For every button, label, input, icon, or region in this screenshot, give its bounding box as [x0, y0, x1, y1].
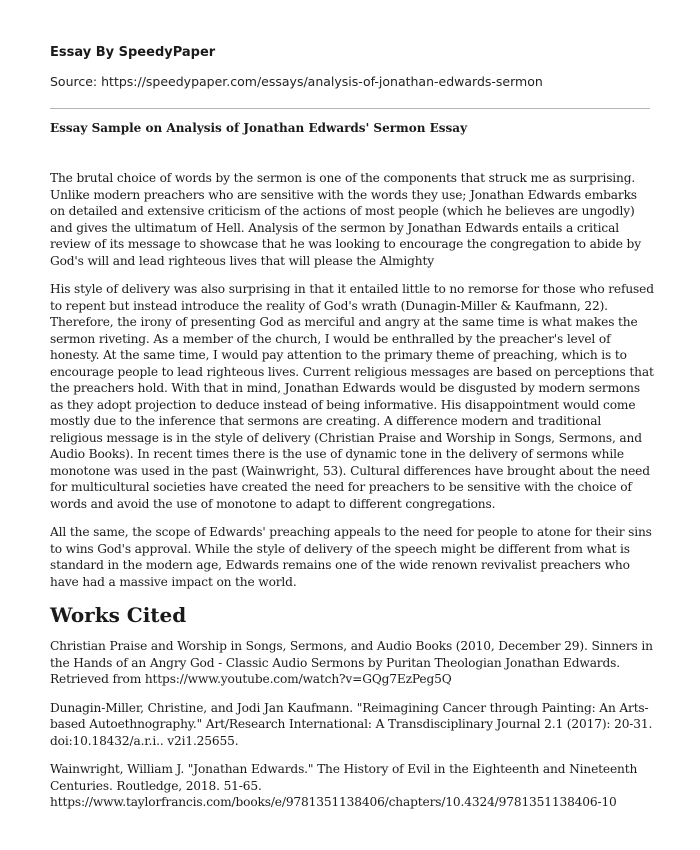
- reference-entry: Dunagin-Miller, Christine, and Jodi Jan Kaufmann. "Reimagining Cancer through Painting: An Arts-based Autoethnography." Art/Research International: A Transdisciplinary Journal 2.1 (2017): 20-31. doi:10.18432/a.r.i.. v2i1.25655.: [50, 700, 653, 748]
- body-paragraph: The brutal choice of words by the sermon is one of the components that struck me as surprising. Unlike modern preachers who are sensitive with the words they use; Jonathan Edwards embarks on detailed and extensive criticism of the actions of most people (which he believes are ungodly) and gives the ultimatum of Hell. Analysis of the sermon by Jonathan Edwards entails a critical review of its message to showcase that he was looking to encourage the congregation to abide by God's will and lead righteous lives that will please the Almighty: [50, 171, 641, 268]
- essay-title: Essay Sample on Analysis of Jonathan Edwards' Sermon Essay: [50, 121, 468, 135]
- source-url[interactable]: Source: https://speedypaper.com/essays/analysis-of-jonathan-edwards-sermon: [50, 74, 543, 89]
- body-paragraph: His style of delivery was also surprising in that it entailed little to no remorse for those who refused to repent but instead introduce the reality of God's wrath (Dunagin-Miller & Kaufmann, 22). Therefore, the irony of presenting God as merciful and angry at the same time is what makes the sermon riveting. As a member of the church, I would be enthralled by the preacher's level of honesty. At the same time, I would pay attention to the primary theme of preaching, which is to encourage people to lead righteous lives. Current religious messages are based on perceptions that the preachers hold. With that in mind, Jonathan Edwards would be disgusted by modern sermons as they adopt projection to deduce instead of being informative. His disappointment would come mostly due to the inference that sermons are creating. A difference modern and traditional religious message is in the style of delivery (Christian Praise and Worship in Songs, Sermons, and Audio Books). In recent times there is the use of dynamic tone in the delivery of sermons while monotone was used in the past (Wainwright, 53). Cultural differences have brought about the need for multicultural societies have created the need for preachers to be sensitive with the choice of words and avoid the use of monotone to adapt to different congregations.: [50, 282, 654, 511]
- essay-body: [50, 170, 654, 823]
- publisher-brand: Essay By SpeedyPaper: [50, 45, 216, 60]
- reference-entry: Wainwright, William J. "Jonathan Edwards." The History of Evil in the Eighteenth and Nineteenth Centuries. Routledge, 2018. 51-65. https://www.taylorfrancis.com/books/e/9781351138406/chapters/10.4324/9781351138406-10: [50, 762, 638, 809]
- body-paragraph: All the same, the scope of Edwards' preaching appeals to the need for people to atone for their sins to wins God's approval. While the style of delivery of the speech might be different from what is standard in the modern age, Edwards remains one of the wide renown revivalist preachers who have had a massive impact on the world.: [50, 525, 652, 589]
- header-divider: [50, 108, 650, 109]
- works-cited-heading: Works Cited: [50, 603, 187, 627]
- page-header: [50, 44, 650, 91]
- reference-entry: Christian Praise and Worship in Songs, Sermons, and Audio Books (2010, December 29). Sinners in the Hands of an Angry God - Classic Audio Sermons by Puritan Theologian Jonathan Edwards. Retrieved from https://www.youtube.com/watch?v=GQg7EzPeg5Q: [50, 639, 653, 686]
